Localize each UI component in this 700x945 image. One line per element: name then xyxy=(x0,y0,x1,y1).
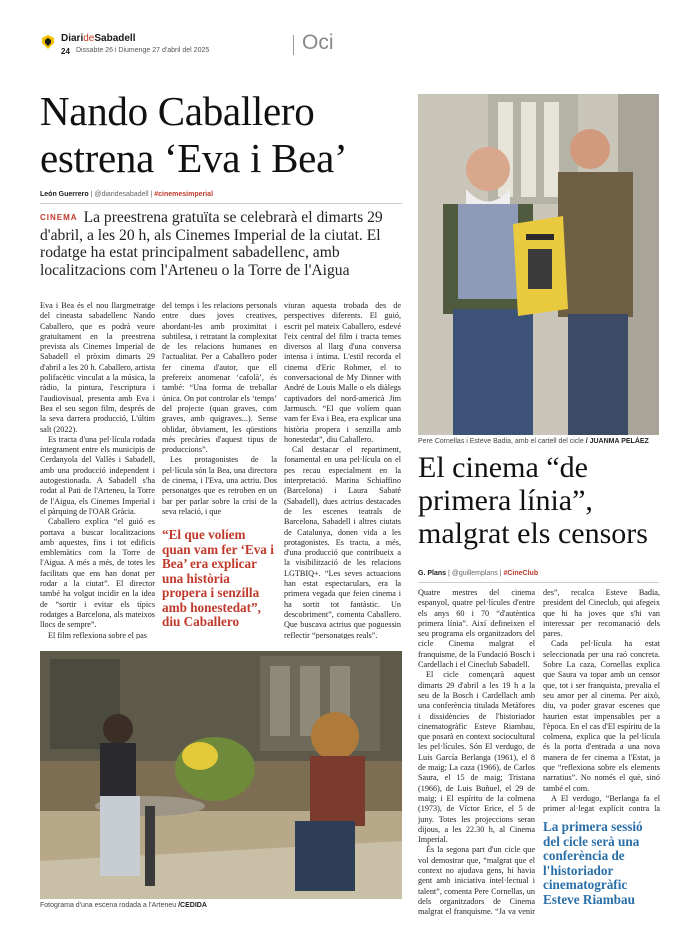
author-name: G. Plans xyxy=(418,570,447,577)
author-handle[interactable]: @guillemplans xyxy=(451,570,498,577)
article-column-1 xyxy=(418,588,535,916)
section-title: Oci xyxy=(302,31,334,54)
paragraph: A El verdugo, “Berlanga fa el primer al·legat explícit contra la xyxy=(543,793,660,814)
paragraph: És la segona part d'un cicle que vol demostrar que, “malgrat que el context no ajudava gens, hi havia gent amb iniciativa intel·lectual i talent”, comenta Pere Cornellas, un dels organitzadors de Cinema malgrat el franquisme. “Ja va venir xyxy=(418,845,535,916)
photo-caption xyxy=(418,438,659,445)
article-title: El cinema “de primera línia”, malgrat els censors xyxy=(418,451,648,550)
header-divider xyxy=(293,35,294,55)
paragraph: del temps i les relacions personals entre dues joves creatives, abordant-les amb proximitat i subtilesa, i retratant la complexitat de les relacions humanes en l'actualitat. Per a Caballero poder fer cinema d'autor, que ell prefereix anomenar ‘cafolà’, és també: “Una forma de treballar única. On pot controlar els ‘temps’ del projecte (quan graves, com graves, amb quigraves...). Sense oblidar, òbviament, les qüestions més precàries d'aquest tipus de produccions”. xyxy=(162,301,277,455)
article-byline: León Guerrero | @diaridesabadell | #cinemesimperial xyxy=(40,191,214,198)
divider xyxy=(418,582,659,583)
paragraph: Les protagonistes de la pel·lícula són la Bea, una directora de cinema, i l'Eva, una actriu. Dos personatges que es retroben en un bar per parlar sobre la crisi de la seva relació, i que xyxy=(162,455,277,516)
paragraph: Cal destacar el repartiment, fonamental en una pel·lícula on el pes recau especialment en la interpretació. Marina Schiaffino (Barcelona) i Laura Sabaté (Sabadell), dues actrius destacades de les escenes teatrals de Barcelona, Sabadell i altres ciutats de Catalunya, donen vida a les protagonistes. Es tracta, a més, d'una producció que contribueix a la visibilització de les relacions LGTBIQ+. “Les seves actuacions han estat espectaculars, era la primera vegada que feien cinema i ha sortit tot fantàstic. Un descobriment”, comenta Caballero. Que buscava actrius que poguessin reflectir “personatges reals”. xyxy=(284,445,401,639)
paragraph: Es tracta d'una pel·lícula rodada íntegrament entre els municipis de Cerdanyola del Vallès i Sabadell, amb una producció independent i autogestionada. A Sabadell s'ha rodat al Pati de l'Arteneu, la Torre de l'Aigua, els Cinemes Imperial i el pàrquing de l'OAR Gràcia. xyxy=(40,434,155,516)
paragraph: Cada pel·lícula ha estat seleccionada per una raó concreta. Sobre La caza, Cornellas explica que Saura va topar amb un censor que, tot i ser franquista, prevalia el seu amor per al cinema. Per això, diu, va poder gravar escenes que haurien estat impensables per a l'època. En el cas d'El espíritu de la colmena, explica que la pel·lícula és la porta d'entrada a una nova manera de fer cinema a l'Estat, ja que “reflexiona sobre els elements narratius”. No només el què, sinó també el com. xyxy=(543,639,660,793)
article-title-line: estrena ‘Eva i Bea’ xyxy=(40,135,348,181)
article-column-2 xyxy=(543,588,660,814)
paragraph: El film reflexiona sobre el pas xyxy=(48,630,147,639)
photo-credit: / JUANMA PELÁEZ xyxy=(585,438,649,445)
article-title-line: Nando Caballero xyxy=(40,88,315,134)
article-title xyxy=(40,88,400,182)
newspaper-logo-icon xyxy=(42,35,54,49)
photo-caption xyxy=(40,902,207,909)
caption-text: Fotograma d'una escena rodada a l'Arteneu xyxy=(40,902,177,909)
pull-quote: “El que volíem quan vam fer ‘Eva i Bea’ era explicar una història propera i senzilla amb honestedat”, diu Caballero xyxy=(162,527,274,629)
article-column-2 xyxy=(162,301,277,523)
author-name: León Guerrero xyxy=(40,191,89,198)
divider xyxy=(40,203,402,204)
article-column-1 xyxy=(40,301,155,639)
lede-text: La preestrena gratuïta se celebrarà el dimarts 29 d'abril, a les 20 h, als Cinemes Imperial de la ciutat. El rodatge ha estat principalment sabadellenc, amb localitzacions com l'Arteneu o la Torre de l'Aigua xyxy=(40,209,383,279)
page-number: 24 xyxy=(61,47,70,56)
scene-photo xyxy=(40,651,402,899)
paragraph: Quatre mestres del cinema espanyol, quatre pel·lícules d'entre els anys 60 i 70 “d'autèntica primera línia”. Així defineixen el seu programa els organitzadors del cicle Cinema malgrat el franquisme, de la Fundació Bosch i Cardellach i el Cineclub Sabadell. xyxy=(418,588,535,670)
paragraph: Eva i Bea és el nou llargmetratge del cineasta sabadellenc Nando Caballero, que es podrà veure gratuïtament en la preestrena prevista als Cinemes Imperial de Sabadell el pròxim dimarts 29 d'abril a les 20 h. Caballero, artista polifacètic vinculat a la música, la ràdio, la pintura, l'escriptura i l'audiovisual, presenta amb Eva i Bea el seu segon film, després de la seva darrera producció, L'últim salt (2022). xyxy=(40,301,155,434)
portrait-photo xyxy=(418,94,659,435)
kicker-label: CINEMA xyxy=(40,213,78,222)
caption-text: Pere Cornellas i Esteve Badia, amb el cartell del cicle xyxy=(418,438,584,445)
issue-date: Dissabte 26 i Diumenge 27 d'abril del 2025 xyxy=(76,47,210,54)
pull-quote: La primera sessió del cicle serà una conferència de l'historiador cinematogràfic Esteve Riambau xyxy=(543,819,643,907)
article-column-3 xyxy=(284,301,401,639)
newspaper-brand[interactable]: DiarideSabadell xyxy=(61,33,136,44)
paragraph: des”, recalca Esteve Badia, president del Cineclub, qui afegeix que hi ha joves que s'hi van interessar per recomanació dels pares. xyxy=(543,588,660,639)
article-byline: G. Plans | @guillemplans | #CineClub xyxy=(418,570,539,577)
article-hashtag[interactable]: #CineClub xyxy=(503,570,539,577)
article-hashtag[interactable]: #cinemesimperial xyxy=(154,191,214,198)
paragraph: El cicle començarà aquest dimarts 29 d'abril a les 19 h a la seu de la Bosch i Cardellach amb una conferència titulada Metàfores i dissidències de l'historiador cinematogràfic Esteve Riambau, que posarà en context sociocultural les pel·lícules. Són El verdugo, de Luis García Berlanga (1961), el 8 de maig; La caza (1966), de Carlos Saura, el 15 de maig; Tristana (1966), de Luis Buñuel, el 29 de maig; i El espíritu de la colmena (1973), de Víctor Erice, el 5 de juny. Totes les projeccions seran dijous, a les 22.30 h, al Cinema Imperial. xyxy=(418,670,535,845)
author-handle[interactable]: @diaridesabadell xyxy=(94,191,149,198)
paragraph: viuran aquesta trobada des de perspectives diferents. El guió, escrit pel mateix Caballero, esdevé l'eix central del film i tracta temes diversos al llarg d'una conversa intensa i íntima. L'estil recorda el cinema d'Eric Rohmer, el to conversacional de My Dinner with André de Louis Malle o els diàlegs captivadors del nord-americà Jim Jarmusch. “El que volíem quan vam fer Eva i Bea, era explicar una història propera i senzilla amb honestedat”, diu Caballero. xyxy=(284,301,401,444)
photo-credit: /CEDIDA xyxy=(178,902,207,909)
article-lede xyxy=(40,209,402,279)
paragraph: Caballero explica “el guió es portava a buscar localitzacions amb aquestes, fins i tot edificis emblemàtics com la Torre de l'Aigua. A més a més, de totes les facilitats que ens han donat per rodar a la ciutat”. El director també ha volgut incidir en la idea de “sortir i evitar els típics rodatges a Barcelona, als mateixos llocs de sempre”. xyxy=(40,517,155,630)
